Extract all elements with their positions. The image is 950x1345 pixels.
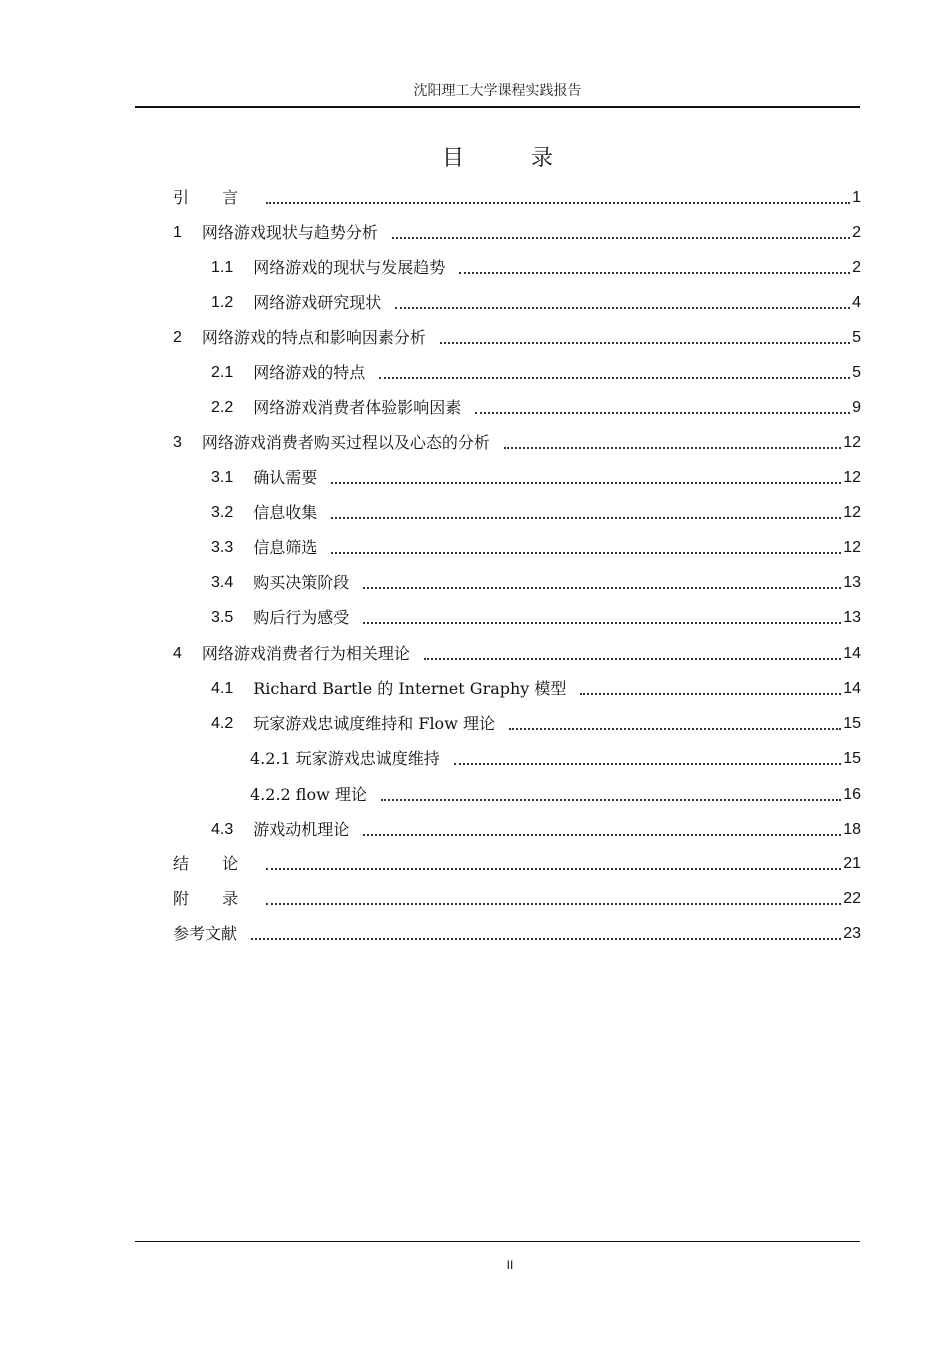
toc-entry-label: 网络游戏的特点: [253, 363, 366, 382]
toc-entry-number: 4.1: [211, 680, 234, 697]
toc-entry-label: 网络游戏消费者体验影响因素: [253, 398, 462, 417]
toc-entry-3-5[interactable]: [211, 602, 861, 628]
toc-entry-4-3[interactable]: [211, 814, 861, 840]
toc-entry-3[interactable]: [173, 427, 861, 453]
toc-entry-number: 1.2: [211, 294, 234, 311]
toc-entry-3-4[interactable]: [211, 567, 861, 593]
toc-entry-label: Richard Bartle 的 Internet Graphy 模型: [253, 679, 567, 698]
toc-entry-1-2[interactable]: [211, 287, 861, 313]
toc-entry-page: 5: [852, 364, 861, 381]
dot-leader: [459, 272, 850, 274]
toc-entry-label: 玩家游戏忠诚度维持和 Flow 理论: [253, 714, 495, 733]
dot-leader: [504, 447, 841, 449]
dot-leader: [363, 622, 841, 624]
toc-entry-4-1[interactable]: [211, 673, 861, 699]
dot-leader: [363, 587, 841, 589]
dot-leader: [381, 799, 841, 801]
toc-entry-number: 3.3: [211, 539, 234, 556]
toc-entry-label: 网络游戏消费者购买过程以及心态的分析: [201, 433, 490, 452]
toc-entry-4-2-1[interactable]: [250, 743, 861, 769]
toc-entry-page: 12: [843, 539, 861, 556]
toc-entry-label: 确认需要: [253, 468, 318, 487]
toc-entry-1-1[interactable]: [211, 252, 861, 278]
toc-entry-label: 信息筛选: [253, 538, 318, 557]
toc-entry-2[interactable]: [173, 322, 861, 348]
toc-entry-conclusion[interactable]: [173, 848, 861, 874]
page-header: 沈阳理工大学课程实践报告: [413, 83, 582, 99]
toc-entry-label: 网络游戏的特点和影响因素分析: [201, 328, 426, 347]
toc-entry-number: 4.2: [211, 715, 234, 732]
dot-leader: [454, 763, 841, 765]
header-rule: [135, 106, 860, 108]
toc-entry-appendix[interactable]: [173, 883, 861, 909]
toc-entry-number: 3.1: [211, 469, 234, 486]
toc-entry-label: 网络游戏的现状与发展趋势: [253, 258, 446, 277]
toc-entry-3-3[interactable]: [211, 532, 861, 558]
toc-entry-number: 1.1: [211, 259, 234, 276]
dot-leader: [331, 482, 841, 484]
toc-entry-number: 2.1: [211, 364, 234, 381]
toc-entry-2-2[interactable]: [211, 392, 861, 418]
toc-entry-page: 14: [843, 645, 861, 662]
toc-entry-number: 3: [173, 434, 182, 451]
toc-entry-page: 2: [852, 224, 861, 241]
page-number: II: [506, 1258, 514, 1272]
dot-leader: [363, 834, 841, 836]
toc-entry-label: 结 论: [173, 854, 253, 873]
toc-entry-label: 4.2.2 flow 理论: [250, 785, 367, 804]
toc-title: 目 录: [442, 146, 583, 171]
toc-entry-number: 2.2: [211, 399, 234, 416]
toc-entry-number: 1: [173, 224, 182, 241]
toc-entry-page: 12: [843, 469, 861, 486]
toc-entry-page: 14: [843, 680, 861, 697]
dot-leader: [331, 517, 841, 519]
dot-leader: [580, 693, 841, 695]
dot-leader: [266, 202, 850, 204]
toc-entry-page: 15: [843, 715, 861, 732]
toc-entry-page: 2: [852, 259, 861, 276]
toc-entry-page: 16: [843, 786, 861, 803]
toc-entry-page: 15: [843, 750, 861, 767]
toc-entry-4-2[interactable]: [211, 708, 861, 734]
toc-entry-label: 网络游戏消费者行为相关理论: [201, 644, 410, 663]
dot-leader: [331, 552, 841, 554]
toc-entry-page: 13: [843, 574, 861, 591]
toc-entry-page: 5: [852, 329, 861, 346]
toc-entry-4[interactable]: [173, 638, 861, 664]
toc-entry-label: 网络游戏研究现状: [253, 293, 382, 312]
toc-entry-page: 4: [852, 294, 861, 311]
toc-entry-page: 21: [843, 855, 861, 872]
toc-entry-label: 游戏动机理论: [253, 820, 350, 839]
dot-leader: [440, 342, 850, 344]
toc-entry-number: 3.5: [211, 609, 234, 626]
toc-entry-page: 12: [843, 434, 861, 451]
toc-entry-number: 4: [173, 645, 182, 662]
toc-entry-page: 1: [852, 189, 861, 206]
dot-leader: [266, 868, 841, 870]
toc-entry-label: 4.2.1 玩家游戏忠诚度维持: [250, 749, 440, 768]
dot-leader: [475, 412, 850, 414]
toc-entry-references[interactable]: [173, 918, 861, 944]
toc-entry-3-1[interactable]: [211, 462, 861, 488]
toc-entry-number: 4.3: [211, 821, 234, 838]
toc-entry-page: 12: [843, 504, 861, 521]
toc-entry-page: 13: [843, 609, 861, 626]
toc-entry-2-1[interactable]: [211, 357, 861, 383]
dot-leader: [395, 307, 850, 309]
toc-entry-number: 3.2: [211, 504, 234, 521]
dot-leader: [379, 377, 850, 379]
dot-leader: [266, 903, 841, 905]
toc-entry-page: 22: [843, 890, 861, 907]
toc-entry-label: 信息收集: [253, 503, 318, 522]
toc-entry-label: 参考文献: [173, 924, 238, 943]
dot-leader: [392, 237, 850, 239]
toc-entry-4-2-2[interactable]: [250, 779, 861, 805]
dot-leader: [251, 938, 841, 940]
toc-entry-label: 引 言: [173, 188, 253, 207]
toc-entry-label: 购后行为感受: [253, 608, 350, 627]
toc-entry-number: 3.4: [211, 574, 234, 591]
toc-entry-intro[interactable]: [173, 182, 861, 208]
footer-rule: [135, 1241, 860, 1242]
dot-leader: [424, 658, 841, 660]
toc-entry-label: 购买决策阶段: [253, 573, 350, 592]
toc-entry-page: 23: [843, 925, 861, 942]
toc-entry-1[interactable]: [173, 217, 861, 243]
dot-leader: [509, 728, 841, 730]
toc-entry-page: 9: [852, 399, 861, 416]
toc-entry-page: 18: [843, 821, 861, 838]
toc-entry-number: 2: [173, 329, 182, 346]
toc-entry-label: 网络游戏现状与趋势分析: [201, 223, 378, 242]
toc-entry-3-2[interactable]: [211, 497, 861, 523]
toc-entry-label: 附 录: [173, 889, 253, 908]
